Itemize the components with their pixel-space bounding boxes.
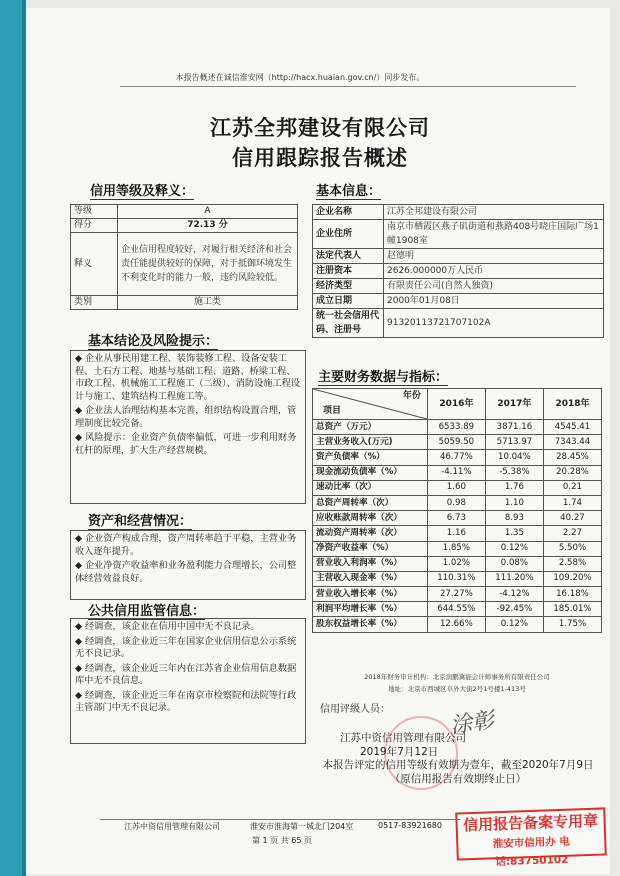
footer-address: 淮安市淮海第一城北门204室 xyxy=(250,822,354,831)
col-2016: 2016年 xyxy=(427,389,485,420)
stamp-line1: 信用报告备案专用章 xyxy=(462,811,599,835)
type-label: 类别 xyxy=(71,296,118,310)
finance-row xyxy=(313,511,602,526)
finance-value: 46.77% xyxy=(427,450,485,465)
address-value: 南京市栖霞区燕子矶街道和燕路408号晓庄国际广场1幢1908室 xyxy=(384,220,604,249)
finance-value: 0.21 xyxy=(543,480,601,495)
finance-metric: 主营收入现金率（%） xyxy=(313,571,428,586)
operation-item: ◆ 企业资产构成合理，资产周转率趋于平稳，主营业务收入逐年提升。 xyxy=(75,533,297,557)
finance-value: 6533.89 xyxy=(427,420,485,435)
conclusion-box xyxy=(70,350,306,504)
econ-type-label: 经济类型 xyxy=(313,279,384,294)
finance-value: 0.98 xyxy=(427,495,485,510)
finance-value: 1.76 xyxy=(485,480,543,495)
score-label: 得分 xyxy=(71,219,118,233)
operation-item: ◆ 企业净资产收益率和业务盈利能力合理增长，公司整体经营效益良好。 xyxy=(75,560,297,584)
operation-box xyxy=(70,530,306,600)
finance-row xyxy=(313,602,602,617)
year-label: 年份 xyxy=(402,391,421,401)
conclusion-section-title: 基本结论及风险提示： xyxy=(88,334,219,349)
basic-section-title: 基本信息： xyxy=(316,184,382,199)
finance-metric: 流动资产周转率（次） xyxy=(313,526,428,541)
footer-tel: 0517-83921680 xyxy=(378,821,442,830)
finance-metric: 总资产（万元） xyxy=(313,420,428,435)
col-2018: 2018年 xyxy=(543,389,601,420)
finance-value: 8.93 xyxy=(485,511,543,526)
supervision-item: ◆ 经调查，该企业近三年在南京市检察院和法院等行政主管部门中无不良记录。 xyxy=(75,689,297,713)
finance-metric: 营业收入增长率（%） xyxy=(313,587,428,602)
sign-org: 江苏中资信用管理有限公司 xyxy=(340,732,466,744)
finance-value: -5.38% xyxy=(485,465,543,480)
finance-value: 5.50% xyxy=(543,541,601,556)
supervision-item: ◆ 经调查，该企业近三年在国家企业信用信息公示系统无不良记录。 xyxy=(75,635,297,659)
reviewer-signature: 涂彰 xyxy=(448,708,496,739)
conclusion-item: ◆ 企业法人治理结构基本完善，组织结构设置合理，管理制度比较完备。 xyxy=(75,405,297,429)
finance-value: 1.60 xyxy=(427,480,485,495)
finance-value: 12.66% xyxy=(427,617,485,632)
score-value: 72.13 分 xyxy=(118,219,298,233)
finance-value: 1.02% xyxy=(427,556,485,571)
company-title: 江苏全邦建设有限公司 xyxy=(210,116,430,140)
finance-value: 644.55% xyxy=(427,602,485,617)
address-label: 企业住所 xyxy=(313,220,384,249)
supervision-section-title: 公共信用监管信息： xyxy=(88,604,206,619)
finance-value: 0.12% xyxy=(485,541,543,556)
credit-code-label: 统一社会信用代码、注册号 xyxy=(313,309,384,338)
finance-value: 110.31% xyxy=(427,571,485,586)
finance-value: 0.12% xyxy=(485,617,543,632)
stamp-line2: 淮安市信用办 电话:83750102 xyxy=(492,835,571,869)
col-2017: 2017年 xyxy=(485,389,543,420)
finance-value: 16.18% xyxy=(543,587,601,602)
company-name-label: 企业名称 xyxy=(313,205,384,220)
desc-value: 企业信用程度较好，对履行相关经济和社会责任能提供较好的保障，对于抵御环境发生不利变化时的能力一般，违约风险较低。 xyxy=(118,233,298,296)
level-label: 等级 xyxy=(71,205,118,219)
finance-header-corner xyxy=(313,389,428,420)
finance-value: 1.85% xyxy=(427,541,485,556)
capital-label: 注册资本 xyxy=(313,264,384,279)
finance-row xyxy=(313,495,602,510)
conclusion-item: ◆ 企业从事民用建工程、装饰装修工程、设备安装工程、土石方工程、地基与基础工程、道路、桥梁工程、市政工程、机械施工工程施工（二级）、消防设施工程设计与施工、建筑结构工程施工等。 xyxy=(75,353,301,402)
finance-row xyxy=(313,526,602,541)
finance-value: 0.08% xyxy=(485,556,543,571)
header-note: 本报告概述在诚信淮安网（http://hacx.huaian.gov.cn/）同步发布。 xyxy=(175,73,425,82)
finance-value: 6.73 xyxy=(427,511,485,526)
validity-note: 本报告评定的信用等级有效期为壹年，截至2020年7月9日（原信用报告有效期终止日） xyxy=(322,759,594,785)
footer-divider xyxy=(100,819,460,820)
finance-row xyxy=(313,465,602,480)
finance-row xyxy=(313,420,602,435)
supervision-item: ◆ 经调查，该企业在信用中国中无不良记录。 xyxy=(75,621,260,632)
item-label: 项目 xyxy=(323,406,342,416)
finance-metric: 资产负债率（%） xyxy=(313,450,428,465)
finance-row xyxy=(313,435,602,450)
finance-value: 109.20% xyxy=(543,571,601,586)
finance-value: 1.75% xyxy=(543,617,601,632)
finance-value: 4545.41 xyxy=(543,420,601,435)
auditor-note: 2018年财务审计机构：北京润鹏冀能会计师事务所有限责任公司 xyxy=(364,673,550,681)
finance-row xyxy=(313,556,602,571)
finance-value: 185.01% xyxy=(543,602,601,617)
filing-stamp xyxy=(455,807,607,869)
grade-table xyxy=(70,204,298,310)
finance-section-title: 主要财务数据与指标： xyxy=(318,370,449,385)
finance-value: 1.16 xyxy=(427,526,485,541)
finance-row xyxy=(313,480,602,495)
finance-value: -4.12% xyxy=(485,587,543,602)
type-value: 施工类 xyxy=(118,296,298,310)
supervision-box xyxy=(70,618,306,744)
finance-metric: 应收账款周转率（次） xyxy=(313,511,428,526)
finance-value: 5713.97 xyxy=(485,435,543,450)
finance-value: 7343.44 xyxy=(543,435,601,450)
level-value: A xyxy=(118,205,298,219)
finance-value: 10.04% xyxy=(485,450,543,465)
finance-metric: 速动比率（次） xyxy=(313,480,428,495)
finance-metric: 总资产周转率（次） xyxy=(313,495,428,510)
econ-type-value: 有限责任公司(自然人独资) xyxy=(384,279,604,294)
finance-value: 40.27 xyxy=(543,511,601,526)
finance-metric: 主营业务收入(万元) xyxy=(313,435,428,450)
finance-row xyxy=(313,541,602,556)
reviewer-label: 信用评级人员： xyxy=(320,704,390,715)
finance-row xyxy=(313,450,602,465)
founded-label: 成立日期 xyxy=(313,294,384,309)
finance-value: 27.27% xyxy=(427,587,485,602)
finance-value: 28.45% xyxy=(543,450,601,465)
desc-label: 释义 xyxy=(71,233,118,296)
finance-value: 5059.50 xyxy=(427,435,485,450)
finance-value: 2.58% xyxy=(543,556,601,571)
footer-org: 江苏中资信用管理有限公司 xyxy=(124,822,220,831)
finance-value: 2.27 xyxy=(543,526,601,541)
finance-row xyxy=(313,571,602,586)
finance-metric: 股东权益增长率（%） xyxy=(313,617,428,632)
finance-value: -4.11% xyxy=(427,465,485,480)
finance-value: 1.10 xyxy=(485,495,543,510)
finance-value: 3871.16 xyxy=(485,420,543,435)
grade-section-title: 信用等级及释义： xyxy=(90,184,195,199)
supervision-item: ◆ 经调查，该企业近三年内在江苏省企业信用信息数据库中无不良信息。 xyxy=(75,662,297,686)
finance-value: -92.45% xyxy=(485,602,543,617)
report-subtitle: 信用跟踪报告概述 xyxy=(232,146,408,170)
finance-metric: 现金流动负债率（%） xyxy=(313,465,428,480)
finance-value: 20.28% xyxy=(543,465,601,480)
header-divider xyxy=(120,86,576,87)
page-number: 第 1 页 共 65 页 xyxy=(252,836,312,845)
finance-value: 1.74 xyxy=(543,495,601,510)
basic-info-table xyxy=(312,204,604,338)
finance-value: 1.35 xyxy=(485,526,543,541)
founded-value: 2000年01月08日 xyxy=(384,294,604,309)
capital-value: 2626.000000万人民币 xyxy=(384,264,604,279)
finance-metric: 利润平均增长率（%） xyxy=(313,602,428,617)
finance-row xyxy=(313,587,602,602)
finance-metric: 净资产收益率（%） xyxy=(313,541,428,556)
finance-value: 111.20% xyxy=(485,571,543,586)
auditor-address: 地址：北京市西城区阜外大街2号1号楼1-413号 xyxy=(388,685,526,693)
finance-metric: 营业收入利润率（%） xyxy=(313,556,428,571)
company-name-value: 江苏全邦建设有限公司 xyxy=(384,205,604,220)
binding-strip xyxy=(0,0,26,876)
finance-row xyxy=(313,617,602,632)
operation-section-title: 资产和经营情况： xyxy=(88,514,193,529)
finance-table xyxy=(312,388,602,633)
conclusion-item: ◆ 风险提示：企业资产负债率偏低，可进一步利用财务杠杆的原理，扩大生产经营规模。 xyxy=(75,432,297,456)
legal-rep-value: 赵德明 xyxy=(384,249,604,264)
legal-rep-label: 法定代表人 xyxy=(313,249,384,264)
credit-code-value: 91320113721707102A xyxy=(384,309,604,338)
sign-date: 2019年7月12日 xyxy=(360,746,439,758)
